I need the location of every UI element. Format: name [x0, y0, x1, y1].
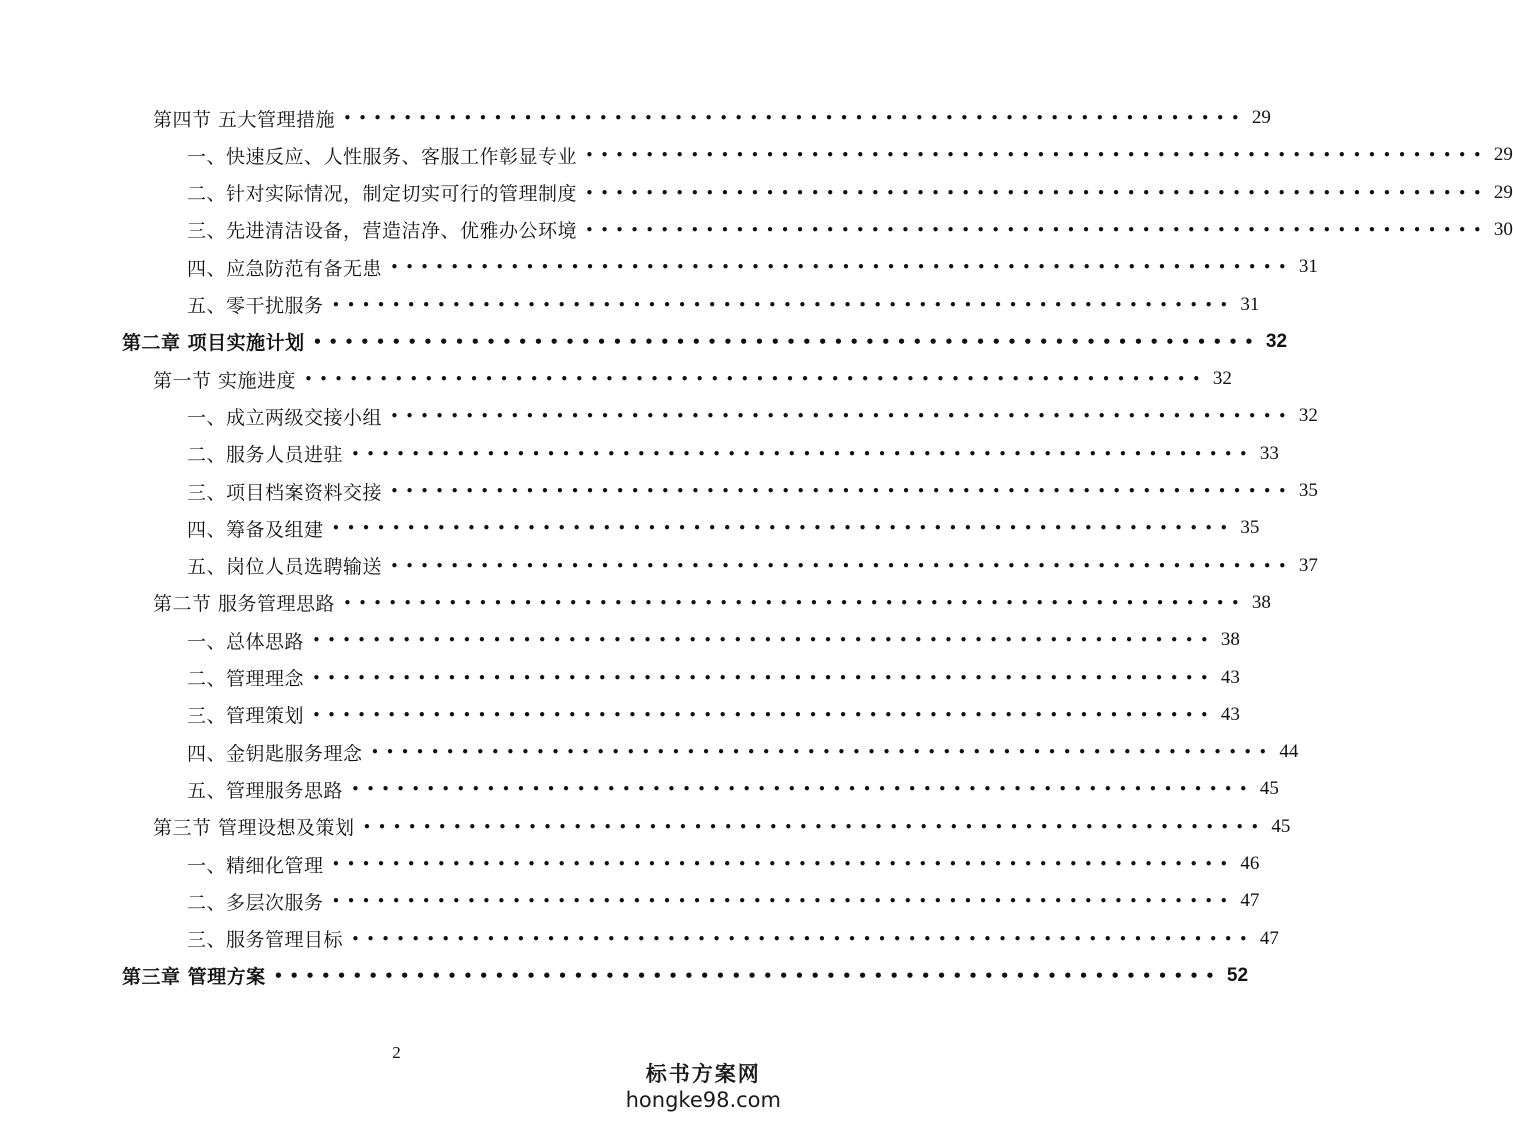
- toc-entry[interactable]: [187, 774, 1279, 804]
- toc-entry[interactable]: [187, 178, 1513, 208]
- toc-dot-leader: ••••••••••••••••••••••••••••••••••••••••••••••••••••••••••••: [312, 332, 1260, 351]
- toc-entry-page: 45: [1271, 815, 1291, 837]
- toc-entry-title: 一、快速反应、人性服务、客服工作彰显专业: [187, 145, 578, 168]
- toc-entry-page: 29: [1493, 181, 1513, 203]
- toc-entry-page: 47: [1240, 890, 1260, 912]
- toc-dot-leader: ••••••••••••••••••••••••••••••••••••••••••••••••••••••••••••: [351, 444, 1254, 463]
- toc-entry[interactable]: [187, 924, 1279, 954]
- watermark-logo: [626, 1058, 781, 1112]
- toc-entry-page: 30: [1493, 218, 1513, 240]
- toc-dot-leader: ••••••••••••••••••••••••••••••••••••••••••••••••••••••••••••: [331, 295, 1235, 314]
- toc-dot-leader: ••••••••••••••••••••••••••••••••••••••••••••••••••••••••••••: [273, 966, 1221, 985]
- toc-entry-title: 二、针对实际情况，制定切实可行的管理制度: [187, 183, 578, 206]
- toc-entry[interactable]: [187, 290, 1260, 320]
- toc-entry[interactable]: [187, 140, 1513, 170]
- toc-dot-leader: ••••••••••••••••••••••••••••••••••••••••••••••••••••••••••••: [312, 705, 1215, 724]
- toc-dot-leader: ••••••••••••••••••••••••••••••••••••••••••••••••••••••••••••: [343, 593, 1246, 612]
- toc-entry-page: 46: [1240, 853, 1260, 874]
- toc-entry-title: 第四节 五大管理措施: [153, 108, 336, 131]
- toc-entry-page: 45: [1259, 778, 1279, 800]
- toc-entry[interactable]: [153, 103, 1271, 133]
- toc-dot-leader: ••••••••••••••••••••••••••••••••••••••••••••••••••••••••••••: [331, 519, 1235, 538]
- watermark-en: hongke98.com: [625, 1088, 781, 1112]
- toc-entry-page: 52: [1226, 964, 1249, 986]
- toc-entry-page: 29: [1493, 144, 1513, 166]
- toc-entry[interactable]: [187, 401, 1318, 431]
- toc-entry[interactable]: [187, 252, 1318, 282]
- toc-entry[interactable]: [153, 588, 1271, 618]
- toc-entry-title: 三、先进清洁设备，营造洁净、优雅办公环境: [187, 220, 578, 243]
- toc-entry-page: 31: [1240, 293, 1260, 315]
- toc-entry-page: 37: [1298, 554, 1318, 576]
- toc-dot-leader: ••••••••••••••••••••••••••••••••••••••••••••••••••••••••••••: [390, 407, 1293, 426]
- toc-entry-title: 三、服务管理目标: [187, 929, 344, 952]
- toc-dot-leader: ••••••••••••••••••••••••••••••••••••••••••••••••••••••••••••: [390, 258, 1293, 277]
- toc-entry-page: 29: [1251, 107, 1271, 128]
- toc-entry[interactable]: [122, 327, 1288, 357]
- toc-dot-leader: ••••••••••••••••••••••••••••••••••••••••••••••••••••••••••••: [390, 482, 1293, 500]
- toc-entry-title: 二、管理理念: [187, 668, 305, 690]
- toc-dot-leader: ••••••••••••••••••••••••••••••••••••••••••••••••••••••••••••: [331, 855, 1235, 873]
- toc-entry-page: 43: [1220, 666, 1240, 688]
- toc-entry-title: 一、精细化管理: [187, 854, 324, 877]
- toc-dot-leader: ••••••••••••••••••••••••••••••••••••••••••••••••••••••••••••: [585, 146, 1488, 165]
- toc-entry[interactable]: [187, 625, 1240, 655]
- toc-entry-page: 38: [1251, 591, 1271, 613]
- toc-entry-title: 二、多层次服务: [187, 891, 324, 914]
- toc-dot-leader: ••••••••••••••••••••••••••••••••••••••••••••••••••••••••••••: [390, 556, 1293, 575]
- toc-entry[interactable]: [187, 663, 1240, 693]
- toc-dot-leader: ••••••••••••••••••••••••••••••••••••••••••••••••••••••••••••: [351, 929, 1254, 948]
- toc-dot-leader: ••••••••••••••••••••••••••••••••••••••••••••••••••••••••••••: [362, 817, 1266, 836]
- toc-entry-page: 33: [1259, 442, 1279, 464]
- toc-entry-title: 四、应急防范有备无患: [187, 257, 383, 280]
- toc-dot-leader: ••••••••••••••••••••••••••••••••••••••••••••••••••••••••••••: [585, 220, 1488, 239]
- toc-entry[interactable]: [187, 439, 1279, 469]
- toc-entry[interactable]: [153, 364, 1232, 394]
- toc-entry-title: 第三节 管理设想及策划: [153, 817, 355, 840]
- toc-entry-title: 四、金钥匙服务理念: [187, 742, 363, 765]
- toc-entry[interactable]: [187, 476, 1318, 506]
- toc-entry-title: 三、管理策划: [187, 705, 305, 728]
- toc-entry-title: 三、项目档案资料交接: [187, 481, 383, 504]
- toc-entry[interactable]: [187, 849, 1260, 879]
- toc-entry-title: 一、成立两级交接小组: [187, 406, 383, 429]
- toc-entry-page: 44: [1279, 741, 1299, 763]
- toc-dot-leader: ••••••••••••••••••••••••••••••••••••••••••••••••••••••••••••: [312, 631, 1215, 650]
- toc-entry[interactable]: [153, 812, 1291, 842]
- toc-entry-page: 32: [1298, 405, 1318, 427]
- toc-dot-leader: ••••••••••••••••••••••••••••••••••••••••••••••••••••••••••••: [304, 370, 1207, 389]
- toc-entry[interactable]: [187, 886, 1260, 916]
- toc-entry-title: 第二章 项目实施计划: [122, 332, 305, 355]
- toc-entry[interactable]: [122, 961, 1249, 991]
- toc-entry-title: 第二节 服务管理思路: [153, 593, 336, 616]
- toc-entry-title: 五、岗位人员选聘输送: [187, 556, 383, 579]
- toc-entry[interactable]: [187, 513, 1260, 543]
- toc-entry-title: 五、管理服务思路: [187, 779, 344, 802]
- toc-entry-page: 47: [1259, 927, 1279, 949]
- toc-entry-title: 一、总体思路: [187, 630, 305, 653]
- page-number: 2: [392, 1043, 401, 1062]
- toc-entry-page: 35: [1298, 480, 1318, 501]
- toc-entry-page: 32: [1212, 368, 1232, 390]
- toc-entry-page: 38: [1220, 629, 1240, 651]
- toc-dot-leader: ••••••••••••••••••••••••••••••••••••••••••••••••••••••••••••: [331, 892, 1235, 911]
- toc-entry-title: 四、筹备及组建: [187, 518, 324, 541]
- toc-entry-title: 第一节 实施进度: [153, 369, 297, 392]
- toc-entry[interactable]: [187, 737, 1299, 767]
- toc-dot-leader: ••••••••••••••••••••••••••••••••••••••••••••••••••••••••••••: [370, 743, 1274, 762]
- toc-dot-leader: ••••••••••••••••••••••••••••••••••••••••••••••••••••••••••••: [312, 668, 1215, 687]
- toc-entry-page: 35: [1240, 517, 1260, 539]
- toc-entry-title: 二、服务人员进驻: [187, 444, 344, 467]
- toc-entry-title: 第三章 管理方案: [122, 966, 266, 989]
- toc-dot-leader: ••••••••••••••••••••••••••••••••••••••••••••••••••••••••••••: [343, 109, 1246, 127]
- toc-entry[interactable]: [187, 215, 1513, 245]
- toc-entry-page: 31: [1298, 256, 1318, 278]
- toc-dot-leader: ••••••••••••••••••••••••••••••••••••••••••••••••••••••••••••: [351, 780, 1254, 799]
- toc-entry-page: 32: [1265, 330, 1288, 352]
- toc-entry[interactable]: [187, 700, 1240, 730]
- toc-entry-page: 43: [1220, 703, 1240, 725]
- toc-entry-title: 五、零干扰服务: [187, 295, 324, 317]
- toc-dot-leader: ••••••••••••••••••••••••••••••••••••••••••••••••••••••••••••: [585, 183, 1488, 202]
- toc-entry[interactable]: [187, 551, 1318, 581]
- watermark-cn: 标书方案网: [645, 1061, 761, 1086]
